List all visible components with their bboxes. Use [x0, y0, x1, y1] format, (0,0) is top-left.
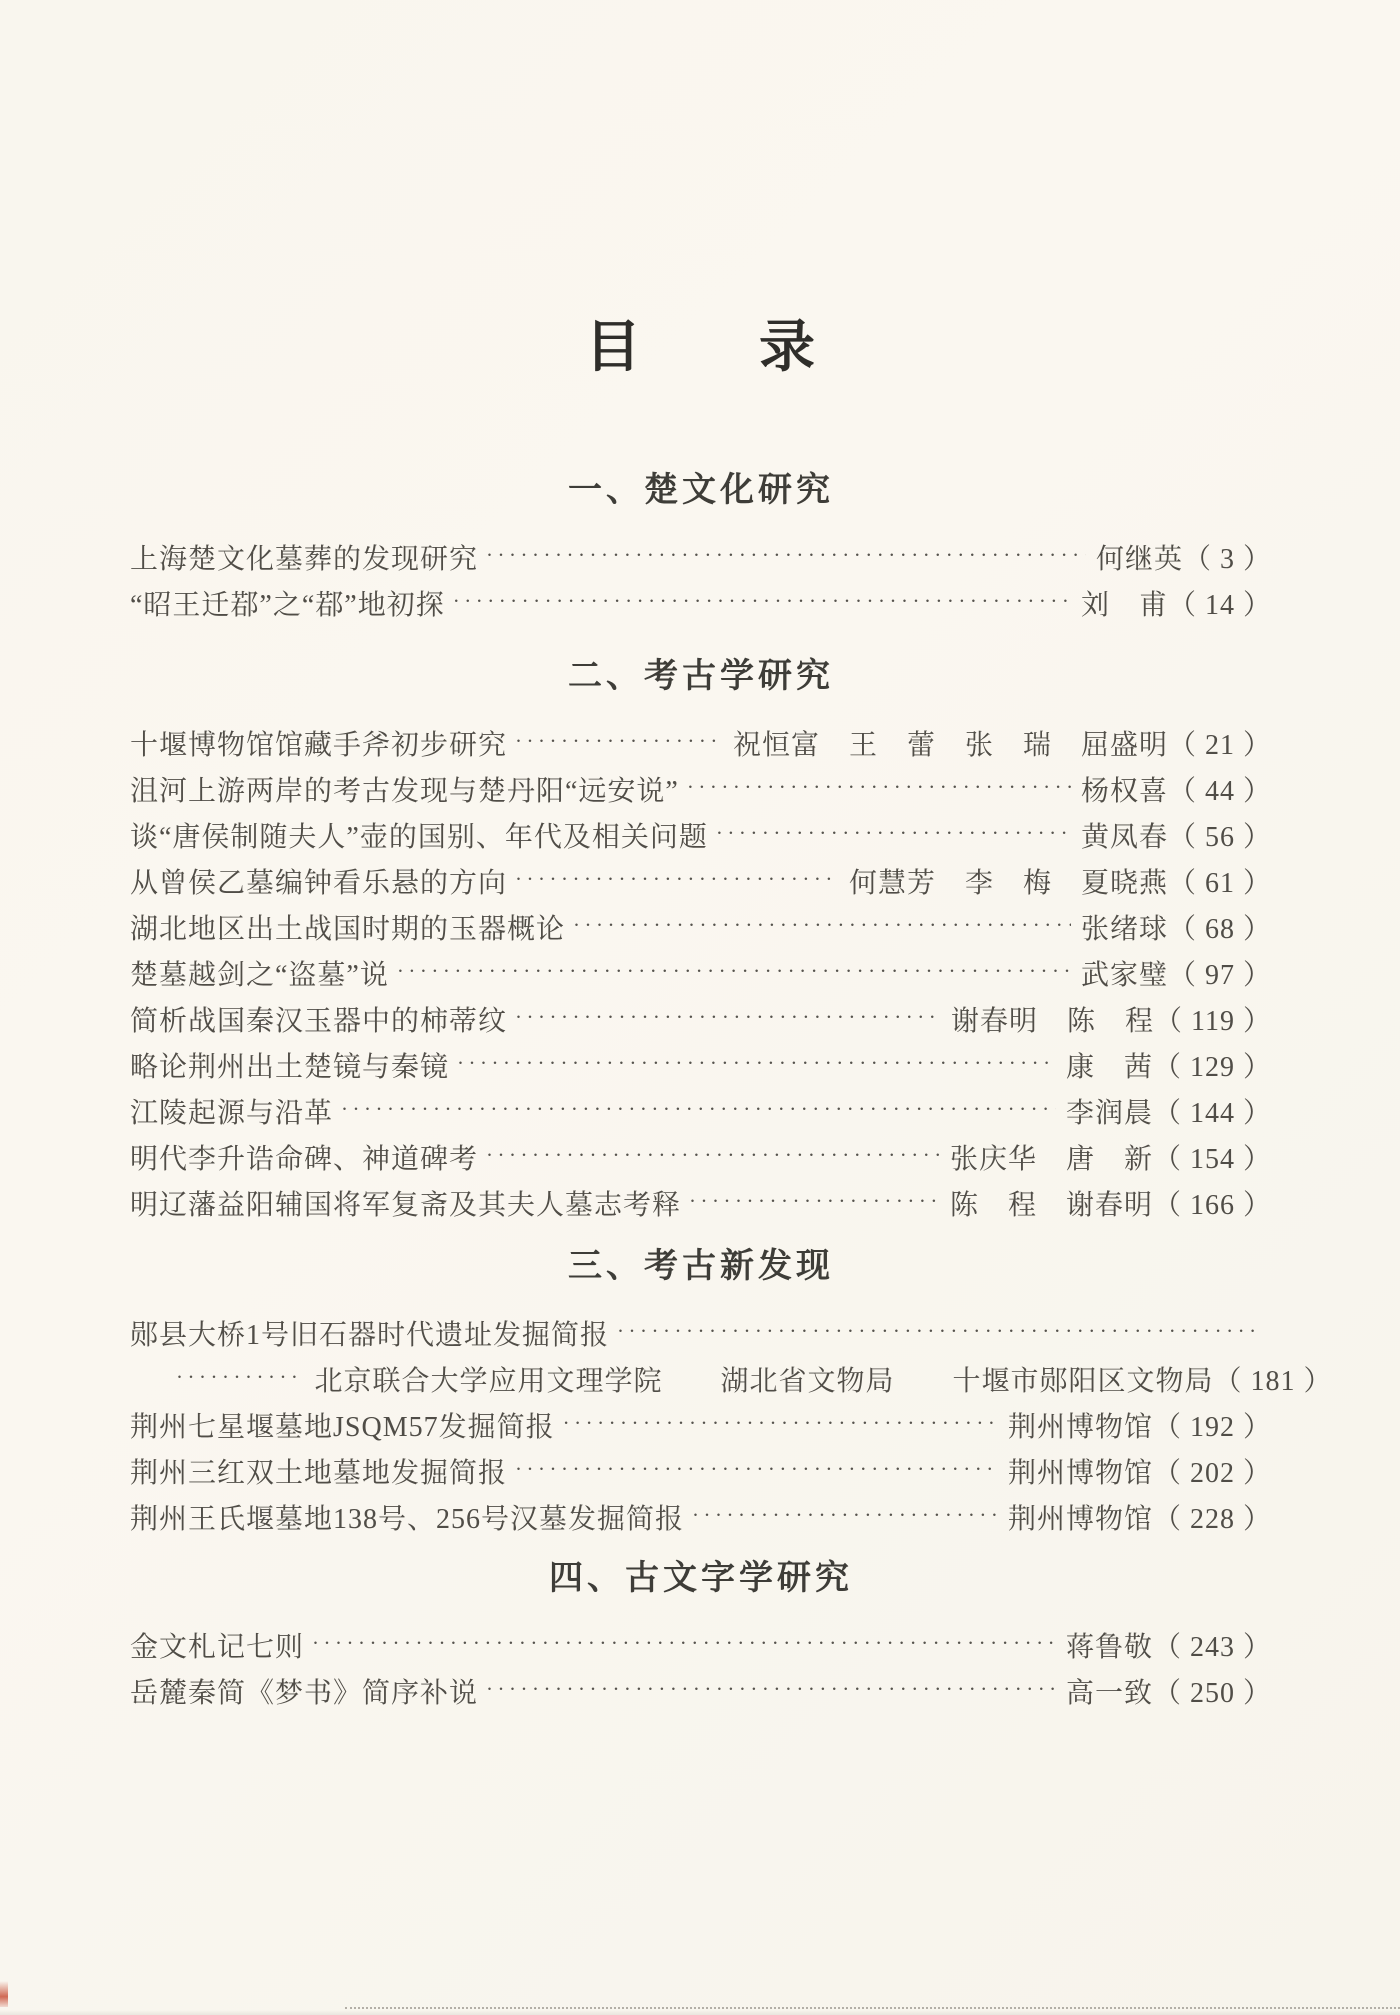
- entry-authors-page: 黄凤春（ 56 ）: [1080, 822, 1272, 853]
- entry-authors-page: 荆州博物馆（ 228 ）: [1007, 1504, 1272, 1535]
- entry-authors-page: 荆州博物馆（ 202 ）: [1007, 1458, 1272, 1489]
- entry-title: 简析战国秦汉玉器中的柿蒂纹: [130, 1006, 508, 1037]
- dot-leader: [515, 1007, 941, 1028]
- page-title: 目 录: [585, 317, 817, 379]
- entry-authors-page: 杨权喜（ 44 ）: [1080, 776, 1272, 807]
- section-heading-4: 四、古文字学研究: [549, 1559, 853, 1597]
- dot-leader: [312, 1633, 1056, 1654]
- dot-leader: [515, 869, 839, 890]
- dot-leader: [486, 545, 1086, 566]
- dot-leader: [486, 1679, 1056, 1700]
- book-spine-red-mark: [0, 1981, 8, 2007]
- entry-title: “昭王迁鄀”之“鄀”地初探: [130, 590, 445, 621]
- toc-entry: [130, 1134, 1272, 1180]
- entry-title: 岳麓秦简《梦书》简序补说: [130, 1678, 479, 1709]
- toc-entry: [130, 1622, 1272, 1668]
- section-heading-1: 一、楚文化研究: [568, 471, 834, 509]
- entry-title: 楚墓越剑之“盗墓”说: [130, 960, 389, 991]
- scan-edge-shadow: [0, 2010, 1400, 2015]
- toc-entry: [130, 1448, 1272, 1494]
- dot-leader: [716, 823, 1071, 844]
- dot-leader: [397, 961, 1071, 982]
- dot-leader: [689, 1191, 940, 1212]
- toc-entry: [130, 1042, 1272, 1088]
- entry-authors-page: 谢春明 陈 程（ 119 ）: [951, 1006, 1272, 1037]
- toc-entry: [130, 1494, 1272, 1540]
- toc-entry: [130, 904, 1272, 950]
- entry-title: 略论荆州出土楚镜与秦镜: [130, 1052, 450, 1083]
- entry-authors-page: 康 茜（ 129 ）: [1065, 1052, 1272, 1083]
- entry-authors-page: 高一致（ 250 ）: [1065, 1678, 1272, 1709]
- entry-authors-page: 张绪球（ 68 ）: [1080, 914, 1272, 945]
- entry-authors-page: 张庆华 唐 新（ 154 ）: [949, 1144, 1272, 1175]
- toc-entry: [130, 1180, 1272, 1226]
- dot-leader: [563, 1413, 998, 1434]
- toc-entry: [130, 996, 1272, 1042]
- entry-title: 金文札记七则: [130, 1632, 305, 1663]
- toc-entry: [130, 1402, 1272, 1448]
- entry-authors-page: 祝恒富 王 蕾 张 瑞 屈盛明（ 21 ）: [732, 730, 1272, 761]
- dot-leader: [453, 591, 1071, 612]
- toc-entry: [130, 1088, 1272, 1134]
- entry-title: 荆州三红双土地墓地发掘简报: [130, 1458, 508, 1489]
- entry-title: 江陵起源与沿革: [130, 1098, 334, 1129]
- entry-title: 从曾侯乙墓编钟看乐悬的方向: [130, 868, 508, 899]
- dot-leader: [486, 1145, 940, 1166]
- entry-authors-page: 陈 程 谢春明（ 166 ）: [949, 1190, 1272, 1221]
- entry-title: 荆州七星堰墓地JSQM57发掘简报: [130, 1412, 555, 1443]
- entry-authors-page: 武家璧（ 97 ）: [1080, 960, 1272, 991]
- dot-leader: [692, 1505, 998, 1526]
- dot-leader: [341, 1099, 1056, 1120]
- dot-leader: [176, 1367, 302, 1388]
- toc-entry: [130, 720, 1272, 766]
- entry-title: 谈“唐侯制随夫人”壶的国别、年代及相关问题: [130, 822, 708, 853]
- dot-leader: [457, 1053, 1056, 1074]
- toc-entry: [130, 858, 1272, 904]
- entry-authors-page: 何继英（ 3 ）: [1095, 544, 1272, 575]
- entry-authors-page: 蒋鲁敬（ 243 ）: [1065, 1632, 1272, 1663]
- entry-authors-page: 荆州博物馆（ 192 ）: [1007, 1412, 1272, 1443]
- entry-title: 湖北地区出土战国时期的玉器概论: [130, 914, 566, 945]
- toc-entry: [130, 766, 1272, 812]
- toc-entry-continuation: [130, 1356, 1333, 1402]
- section-heading-2: 二、考古学研究: [568, 657, 834, 695]
- entry-authors-page: 刘 甫（ 14 ）: [1080, 590, 1272, 621]
- toc-entry: [130, 1310, 1272, 1356]
- scan-edge-line: [345, 2007, 1400, 2009]
- dot-leader: [617, 1321, 1262, 1342]
- entry-title: 明辽藩益阳辅国将军复斋及其夫人墓志考释: [130, 1190, 682, 1221]
- entry-title: 郧县大桥1号旧石器时代遗址发掘简报: [130, 1320, 610, 1351]
- dot-leader: [515, 1459, 998, 1480]
- entry-authors-page: 何慧芳 李 梅 夏晓燕（ 61 ）: [848, 868, 1272, 899]
- dot-leader: [573, 915, 1071, 936]
- entry-title: 明代李升诰命碑、神道碑考: [130, 1144, 479, 1175]
- entry-authors-page: 北京联合大学应用文理学院 湖北省文物局 十堰市郧阳区文物局（ 181 ）: [314, 1366, 1333, 1397]
- toc-entry: [130, 534, 1272, 580]
- toc-entry: [130, 950, 1272, 996]
- entry-title: 荆州王氏堰墓地138号、256号汉墓发掘简报: [130, 1504, 685, 1535]
- entry-title: 沮河上游两岸的考古发现与楚丹阳“远安说”: [130, 776, 679, 807]
- entry-title: 上海楚文化墓葬的发现研究: [130, 544, 479, 575]
- dot-leader: [687, 777, 1071, 798]
- toc-entry: [130, 812, 1272, 858]
- entry-authors-page: 李润晨（ 144 ）: [1065, 1098, 1272, 1129]
- dot-leader: [515, 731, 723, 752]
- entry-title: 十堰博物馆馆藏手斧初步研究: [130, 730, 508, 761]
- toc-entry: [130, 1668, 1272, 1714]
- toc-content: [0, 316, 1400, 1714]
- toc-entry: [130, 580, 1272, 626]
- section-heading-3: 三、考古新发现: [568, 1247, 834, 1285]
